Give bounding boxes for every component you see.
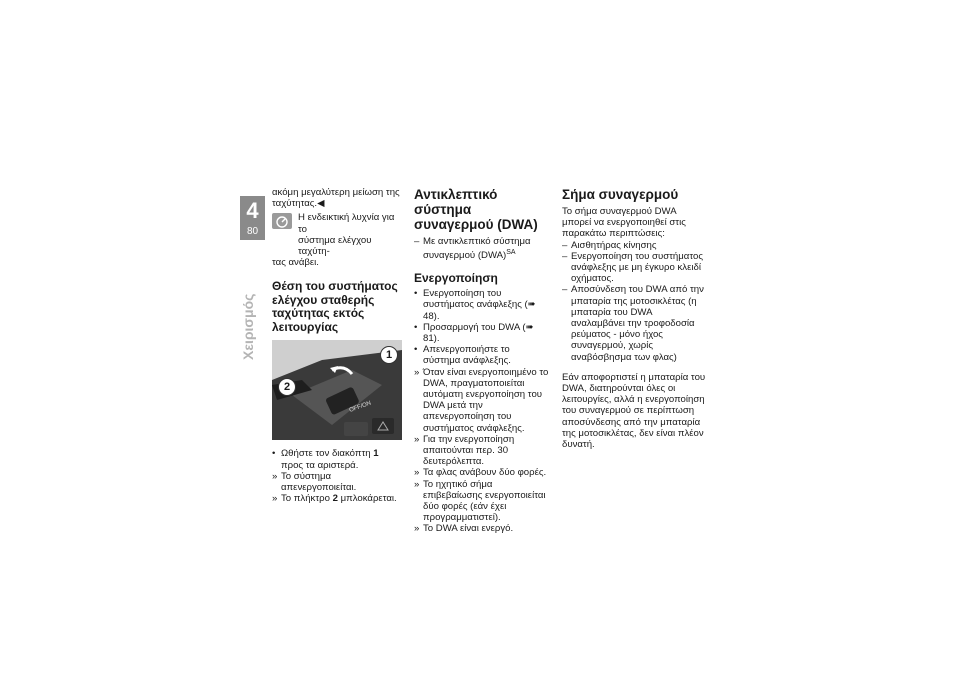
section-heading: Θέση του συστήματος ελέγχου σταθερής ταχύτητας εκτός λειτουργίας [272, 279, 398, 334]
chapter-title: Χειρισμός [240, 293, 256, 360]
callout-1: 1 [380, 346, 398, 364]
note-line-1: Η ενδεικτική λυχνία για το [298, 212, 395, 235]
note-line-3: τας ανάβει. [272, 257, 319, 269]
section-title: Σήμα συναγερμού [562, 187, 679, 202]
column-2 [414, 187, 549, 535]
list-item: – Ενεργοποίηση του συστήματος ανάφλεξης με μη έγκυρο κλειδί οχήματος. [562, 250, 703, 285]
column-1 [272, 187, 402, 504]
column-3 [562, 187, 707, 450]
subsection-heading: Ενεργοποίηση [414, 270, 498, 285]
list-item: – Αισθητήρας κίνησης [562, 239, 657, 251]
outro-text: Εάν αποφορτιστεί η μπαταρία του DWA, διατηρούνται όλες οι λειτουργίες, αλλά η ενεργοποίηση του συναγερμού σε περίπτωση αποσύνδεσης από την μπαταρία της μοτοσικλέτας, δεν είναι πλέον δυνατή. [562, 371, 706, 451]
option-superscript: SA [506, 249, 516, 257]
callout-2: 2 [278, 378, 296, 396]
list-item: » Το ηχητικό σήμα επιβεβαίωσης ενεργοποιείται δύο φορές (εάν έχει προγραμματιστεί). [414, 478, 546, 524]
list-item: » Τα φλας ανάβουν δύο φορές. [414, 467, 547, 479]
handlebar-switch-photo [272, 340, 402, 440]
indicator-note [272, 212, 402, 268]
list-item: • Ενεργοποίηση του συστήματος ανάφλεξης (➠ 48). [414, 288, 536, 322]
list-item: » Όταν είναι ενεργοποιημένο το DWA, πραγματοποιείται αυτόματη ενεργοποίηση του DWA μετά την απενεργοποίηση του συστήματος ανάφλεξης. [414, 366, 549, 434]
section-title: Αντικλεπτικό σύστημα συναγερμού (DWA) [414, 187, 538, 232]
step-item: » Το πλήκτρο 2 μπλοκάρεται. [272, 493, 397, 505]
end-mark: ◀ [317, 198, 325, 210]
cruise-indicator-icon [272, 213, 292, 229]
page-number: 80 [246, 226, 259, 237]
list-item: • Απενεργοποιήστε το σύστημα ανάφλεξης. [414, 344, 511, 367]
intro-text: ακόμη μεγαλύτερη μείωση της ταχύτητας.◀ [272, 187, 400, 210]
intro-text: Το σήμα συναγερμού DWA μπορεί να ενεργοποιηθεί στις παρακάτω περιπτώσεις: [562, 206, 686, 240]
list-item: – Αποσύνδεση του DWA από την μπαταρία της μοτοσικλέτας (η μπαταρία του DWA αναλαμβάνει την τροφοδοσία ρεύματος - μόνο ήχος συναγερμού, χωρίς αναβόσβησμα των φλας) [562, 284, 704, 363]
condition-item: – Με αντικλεπτικό σύστημα συναγερμού (DWA)$^{SA}$ [414, 236, 531, 262]
list-item: » Το DWA είναι ενεργό. [414, 523, 514, 535]
list-item: » Για την ενεργοποίηση απαιτούνται περ. 30 δευτερόλεπτα. [414, 433, 515, 468]
step-item: • Ωθήστε τον διακόπτη 1 προς τα αριστερά. [272, 448, 379, 471]
list-item: • Προσαρμογή του DWA (➠ 81). [414, 321, 534, 344]
chapter-number: 4 [246, 198, 259, 223]
note-line-2: σύστημα ελέγχου ταχύτη- [298, 234, 372, 258]
step-item: » Το σύστημα απενεργοποιείται. [272, 470, 357, 494]
off-on-label: OFF/ON [348, 400, 372, 415]
